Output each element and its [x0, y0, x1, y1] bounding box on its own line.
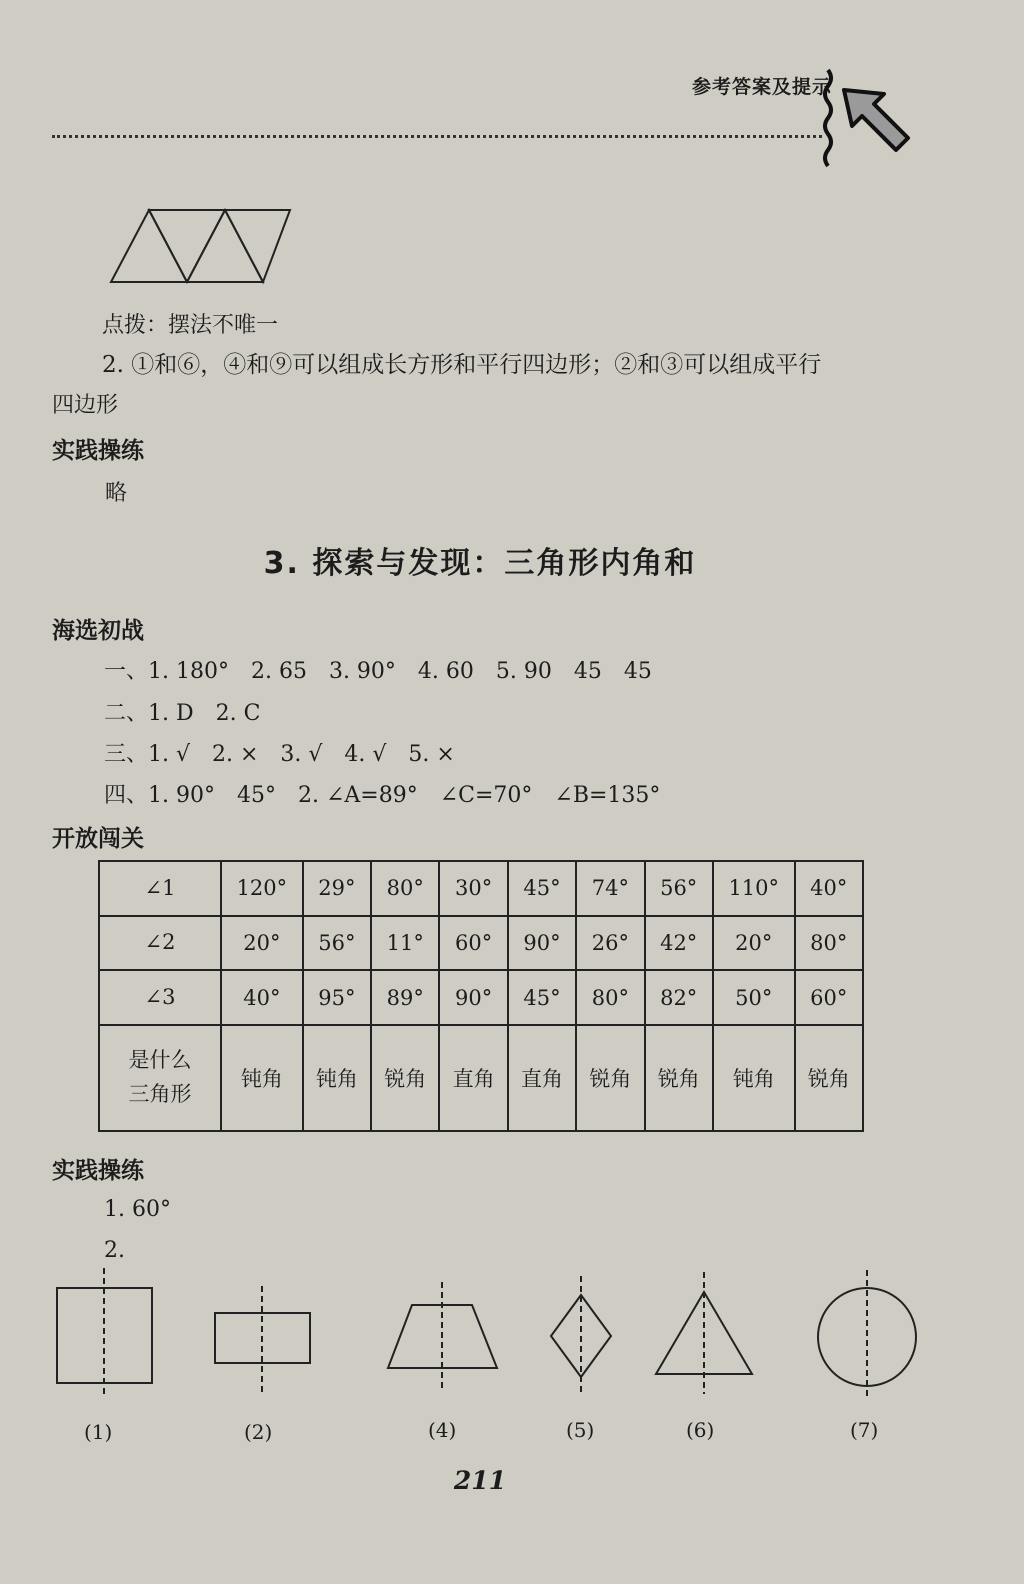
haixuan-line-4: 四、1. 90° 45° 2. ∠A=89° ∠C=70° ∠B=135°	[104, 783, 661, 808]
figure-square	[57, 1268, 152, 1398]
header-title: 参考答案及提示	[691, 76, 832, 98]
table-cell: 90°	[508, 916, 576, 971]
practice-2-answer-2: 2.	[104, 1238, 125, 1263]
table-row	[99, 1025, 863, 1131]
table-cell: 89°	[371, 970, 439, 1025]
page-number: 211	[453, 1466, 507, 1495]
table-cell: 45°	[508, 861, 576, 916]
table-cell: 56°	[645, 861, 713, 916]
haixuan-line-3: 三、1. √ 2. × 3. √ 4. √ 5. ×	[104, 742, 455, 767]
haixuan-line-1: 一、1. 180° 2. 65 3. 90° 4. 60 5. 90 45 45	[104, 659, 652, 684]
table-cell: 锐角	[576, 1025, 644, 1131]
table-row	[99, 916, 863, 971]
table-cell: 80°	[795, 916, 863, 971]
table-cell: 80°	[576, 970, 644, 1025]
row-label: ∠3	[99, 970, 221, 1025]
figure-rectangle	[215, 1286, 310, 1392]
table-cell: 26°	[576, 916, 644, 971]
figure-caption: (5)	[566, 1418, 595, 1442]
table-cell: 50°	[713, 970, 795, 1025]
table-cell: 20°	[713, 916, 795, 971]
row-label-line-1: 是什么	[128, 1048, 192, 1073]
practice-2-answer-1: 1. 60°	[104, 1197, 171, 1222]
figure-caption: (2)	[244, 1420, 273, 1444]
table-cell: 11°	[371, 916, 439, 971]
table-cell: 60°	[439, 916, 507, 971]
kaifang-heading: 开放闯关	[52, 826, 144, 852]
table-cell: 45°	[508, 970, 576, 1025]
table-row	[99, 861, 863, 916]
table-cell: 80°	[371, 861, 439, 916]
practice-heading: 实践操练	[52, 438, 144, 464]
figure-rhombus	[551, 1276, 611, 1396]
angles-table	[98, 860, 864, 1132]
table-cell: 120°	[221, 861, 303, 916]
table-cell: 锐角	[795, 1025, 863, 1131]
table-cell: 74°	[576, 861, 644, 916]
practice-2-heading: 实践操练	[52, 1158, 144, 1184]
row-label-line-2: 三角形	[128, 1081, 192, 1106]
header-divider	[52, 135, 822, 138]
figure-circle	[818, 1270, 916, 1398]
answer-2-line1: 2. ①和⑥，④和⑨可以组成长方形和平行四边形；②和③可以组成平行	[102, 352, 822, 378]
section-title: 3. 探索与发现：三角形内角和	[263, 546, 697, 581]
haixuan-line-2: 二、1. D 2. C	[104, 701, 261, 726]
figure-caption: (7)	[850, 1418, 879, 1442]
table-cell: 42°	[645, 916, 713, 971]
figure-caption: (1)	[84, 1420, 113, 1444]
practice-answer: 略	[105, 481, 128, 506]
table-cell: 60°	[795, 970, 863, 1025]
figure-trapezoid	[388, 1282, 497, 1392]
table-row	[99, 970, 863, 1025]
table-cell: 锐角	[371, 1025, 439, 1131]
table-cell: 锐角	[645, 1025, 713, 1131]
table-cell: 直角	[508, 1025, 576, 1131]
table-cell: 82°	[645, 970, 713, 1025]
table-cell: 29°	[303, 861, 371, 916]
row-label: ∠2	[99, 916, 221, 971]
arrow-icon	[822, 68, 922, 168]
figure-triangle	[656, 1272, 752, 1394]
table-cell: 110°	[713, 861, 795, 916]
figure-caption: (6)	[686, 1418, 715, 1442]
figure-caption: (4)	[428, 1418, 457, 1442]
table-cell: 钝角	[303, 1025, 371, 1131]
table-cell: 40°	[795, 861, 863, 916]
table-cell: 钝角	[713, 1025, 795, 1131]
table-cell: 90°	[439, 970, 507, 1025]
table-cell: 95°	[303, 970, 371, 1025]
table-cell: 56°	[303, 916, 371, 971]
triangle-arrangement-figure	[108, 208, 293, 284]
symmetry-figures	[0, 1260, 1024, 1400]
table-cell: 20°	[221, 916, 303, 971]
figure-note: 点拨：摆法不唯一	[102, 313, 279, 338]
table-cell: 30°	[439, 861, 507, 916]
table-cell: 直角	[439, 1025, 507, 1131]
table-cell: 钝角	[221, 1025, 303, 1131]
row-label	[99, 1025, 221, 1131]
answer-2-line2: 四边形	[52, 393, 119, 418]
haixuan-heading: 海选初战	[52, 618, 144, 644]
table-cell: 40°	[221, 970, 303, 1025]
row-label: ∠1	[99, 861, 221, 916]
